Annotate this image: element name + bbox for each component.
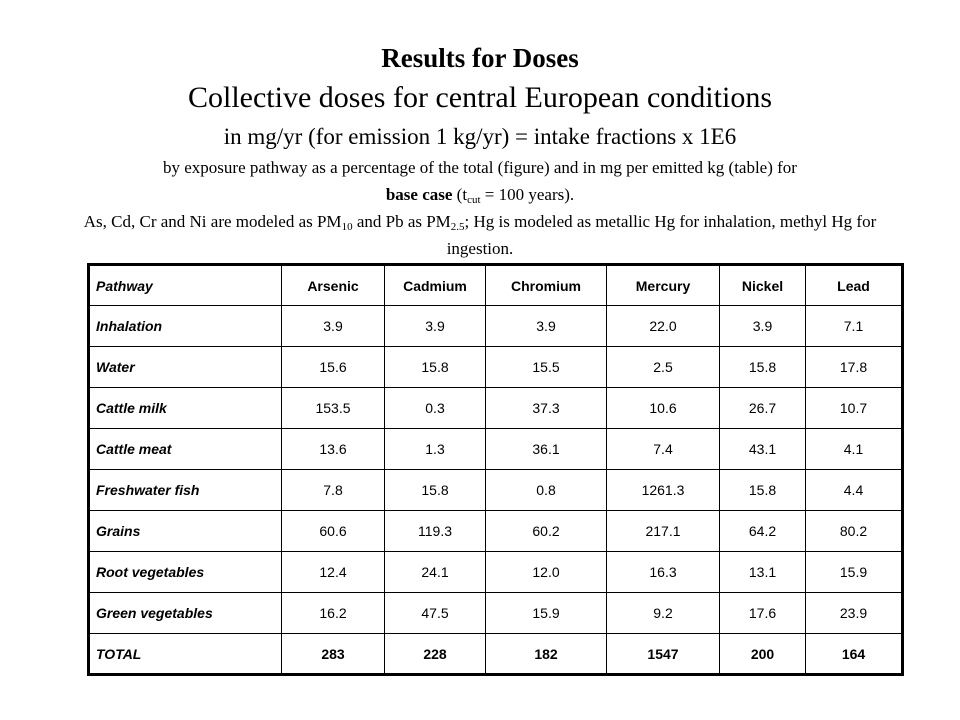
value-cell: 153.5 (282, 388, 385, 429)
table-body (89, 306, 903, 675)
value-cell: 1.3 (385, 429, 486, 470)
pathway-cell: Freshwater fish (89, 470, 282, 511)
table-row (89, 429, 903, 470)
header-chromium: Chromium (486, 265, 607, 306)
value-cell: 24.1 (385, 552, 486, 593)
value-cell: 217.1 (607, 511, 720, 552)
value-cell: 15.8 (720, 347, 806, 388)
description-line1: by exposure pathway as a percentage of the total (figure) and in mg per emitted kg (table) for (163, 158, 797, 177)
value-cell: 16.2 (282, 593, 385, 634)
value-cell: 12.0 (486, 552, 607, 593)
value-cell: 7.8 (282, 470, 385, 511)
value-cell: 4.4 (806, 470, 903, 511)
value-cell: 0.3 (385, 388, 486, 429)
value-cell: 37.3 (486, 388, 607, 429)
metals-text-a: As, Cd, Cr and Ni are modeled as PM (83, 212, 342, 231)
header-arsenic: Arsenic (282, 265, 385, 306)
value-cell: 43.1 (720, 429, 806, 470)
table-row (89, 552, 903, 593)
description (80, 154, 880, 262)
dose-table-container (87, 263, 904, 676)
value-cell: 3.9 (486, 306, 607, 347)
table-row (89, 470, 903, 511)
table-row (89, 306, 903, 347)
value-cell: 16.3 (607, 552, 720, 593)
value-cell: 200 (720, 634, 806, 675)
value-cell: 4.1 (806, 429, 903, 470)
value-cell: 3.9 (385, 306, 486, 347)
pathway-cell: Water (89, 347, 282, 388)
dose-table (87, 263, 904, 676)
table-row (89, 593, 903, 634)
value-cell: 13.1 (720, 552, 806, 593)
value-cell: 15.9 (486, 593, 607, 634)
value-cell: 15.8 (385, 470, 486, 511)
table-row (89, 347, 903, 388)
value-cell: 47.5 (385, 593, 486, 634)
pathway-cell: Green vegetables (89, 593, 282, 634)
header-mercury: Mercury (607, 265, 720, 306)
pathway-cell: Cattle milk (89, 388, 282, 429)
value-cell: 13.6 (282, 429, 385, 470)
header-nickel: Nickel (720, 265, 806, 306)
value-cell: 2.5 (607, 347, 720, 388)
value-cell: 3.9 (720, 306, 806, 347)
pathway-cell: TOTAL (89, 634, 282, 675)
metals-text-c: ; Hg is modeled as metallic Hg for inhalation, methyl Hg for ingestion. (446, 212, 877, 258)
value-cell: 182 (486, 634, 607, 675)
page-title: Results for Doses (381, 43, 579, 73)
units-line: in mg/yr (for emission 1 kg/yr) = intake fractions x 1E6 (223, 124, 737, 149)
value-cell: 7.4 (607, 429, 720, 470)
value-cell: 23.9 (806, 593, 903, 634)
table-row (89, 388, 903, 429)
value-cell: 64.2 (720, 511, 806, 552)
header-lead: Lead (806, 265, 903, 306)
value-cell: 3.9 (282, 306, 385, 347)
value-cell: 12.4 (282, 552, 385, 593)
value-cell: 283 (282, 634, 385, 675)
value-cell: 15.9 (806, 552, 903, 593)
value-cell: 15.6 (282, 347, 385, 388)
value-cell: 228 (385, 634, 486, 675)
value-cell: 10.7 (806, 388, 903, 429)
value-cell: 7.1 (806, 306, 903, 347)
value-cell: 17.6 (720, 593, 806, 634)
value-cell: 119.3 (385, 511, 486, 552)
tcut-open: (t (452, 185, 468, 204)
base-case-label: base case (385, 185, 453, 204)
pathway-cell: Inhalation (89, 306, 282, 347)
table-header-row (89, 265, 903, 306)
value-cell: 1547 (607, 634, 720, 675)
value-cell: 60.2 (486, 511, 607, 552)
value-cell: 164 (806, 634, 903, 675)
value-cell: 80.2 (806, 511, 903, 552)
value-cell: 60.6 (282, 511, 385, 552)
metals-text-b: and Pb as PM (352, 212, 451, 231)
pm25-subscript: 2.5 (450, 221, 465, 233)
value-cell: 15.8 (385, 347, 486, 388)
tcut-subscript: cut (467, 194, 481, 206)
value-cell: 1261.3 (607, 470, 720, 511)
pm10-subscript: 10 (341, 221, 353, 233)
value-cell: 0.8 (486, 470, 607, 511)
value-cell: 9.2 (607, 593, 720, 634)
pathway-cell: Cattle meat (89, 429, 282, 470)
value-cell: 15.8 (720, 470, 806, 511)
pathway-cell: Root vegetables (89, 552, 282, 593)
header-pathway: Pathway (89, 265, 282, 306)
value-cell: 36.1 (486, 429, 607, 470)
pathway-cell: Grains (89, 511, 282, 552)
value-cell: 22.0 (607, 306, 720, 347)
tcut-rest: = 100 years). (480, 185, 575, 204)
page-subtitle: Collective doses for central European conditions (188, 81, 772, 114)
table-row (89, 511, 903, 552)
header-cadmium: Cadmium (385, 265, 486, 306)
table-row (89, 634, 903, 675)
value-cell: 17.8 (806, 347, 903, 388)
value-cell: 26.7 (720, 388, 806, 429)
value-cell: 10.6 (607, 388, 720, 429)
value-cell: 15.5 (486, 347, 607, 388)
